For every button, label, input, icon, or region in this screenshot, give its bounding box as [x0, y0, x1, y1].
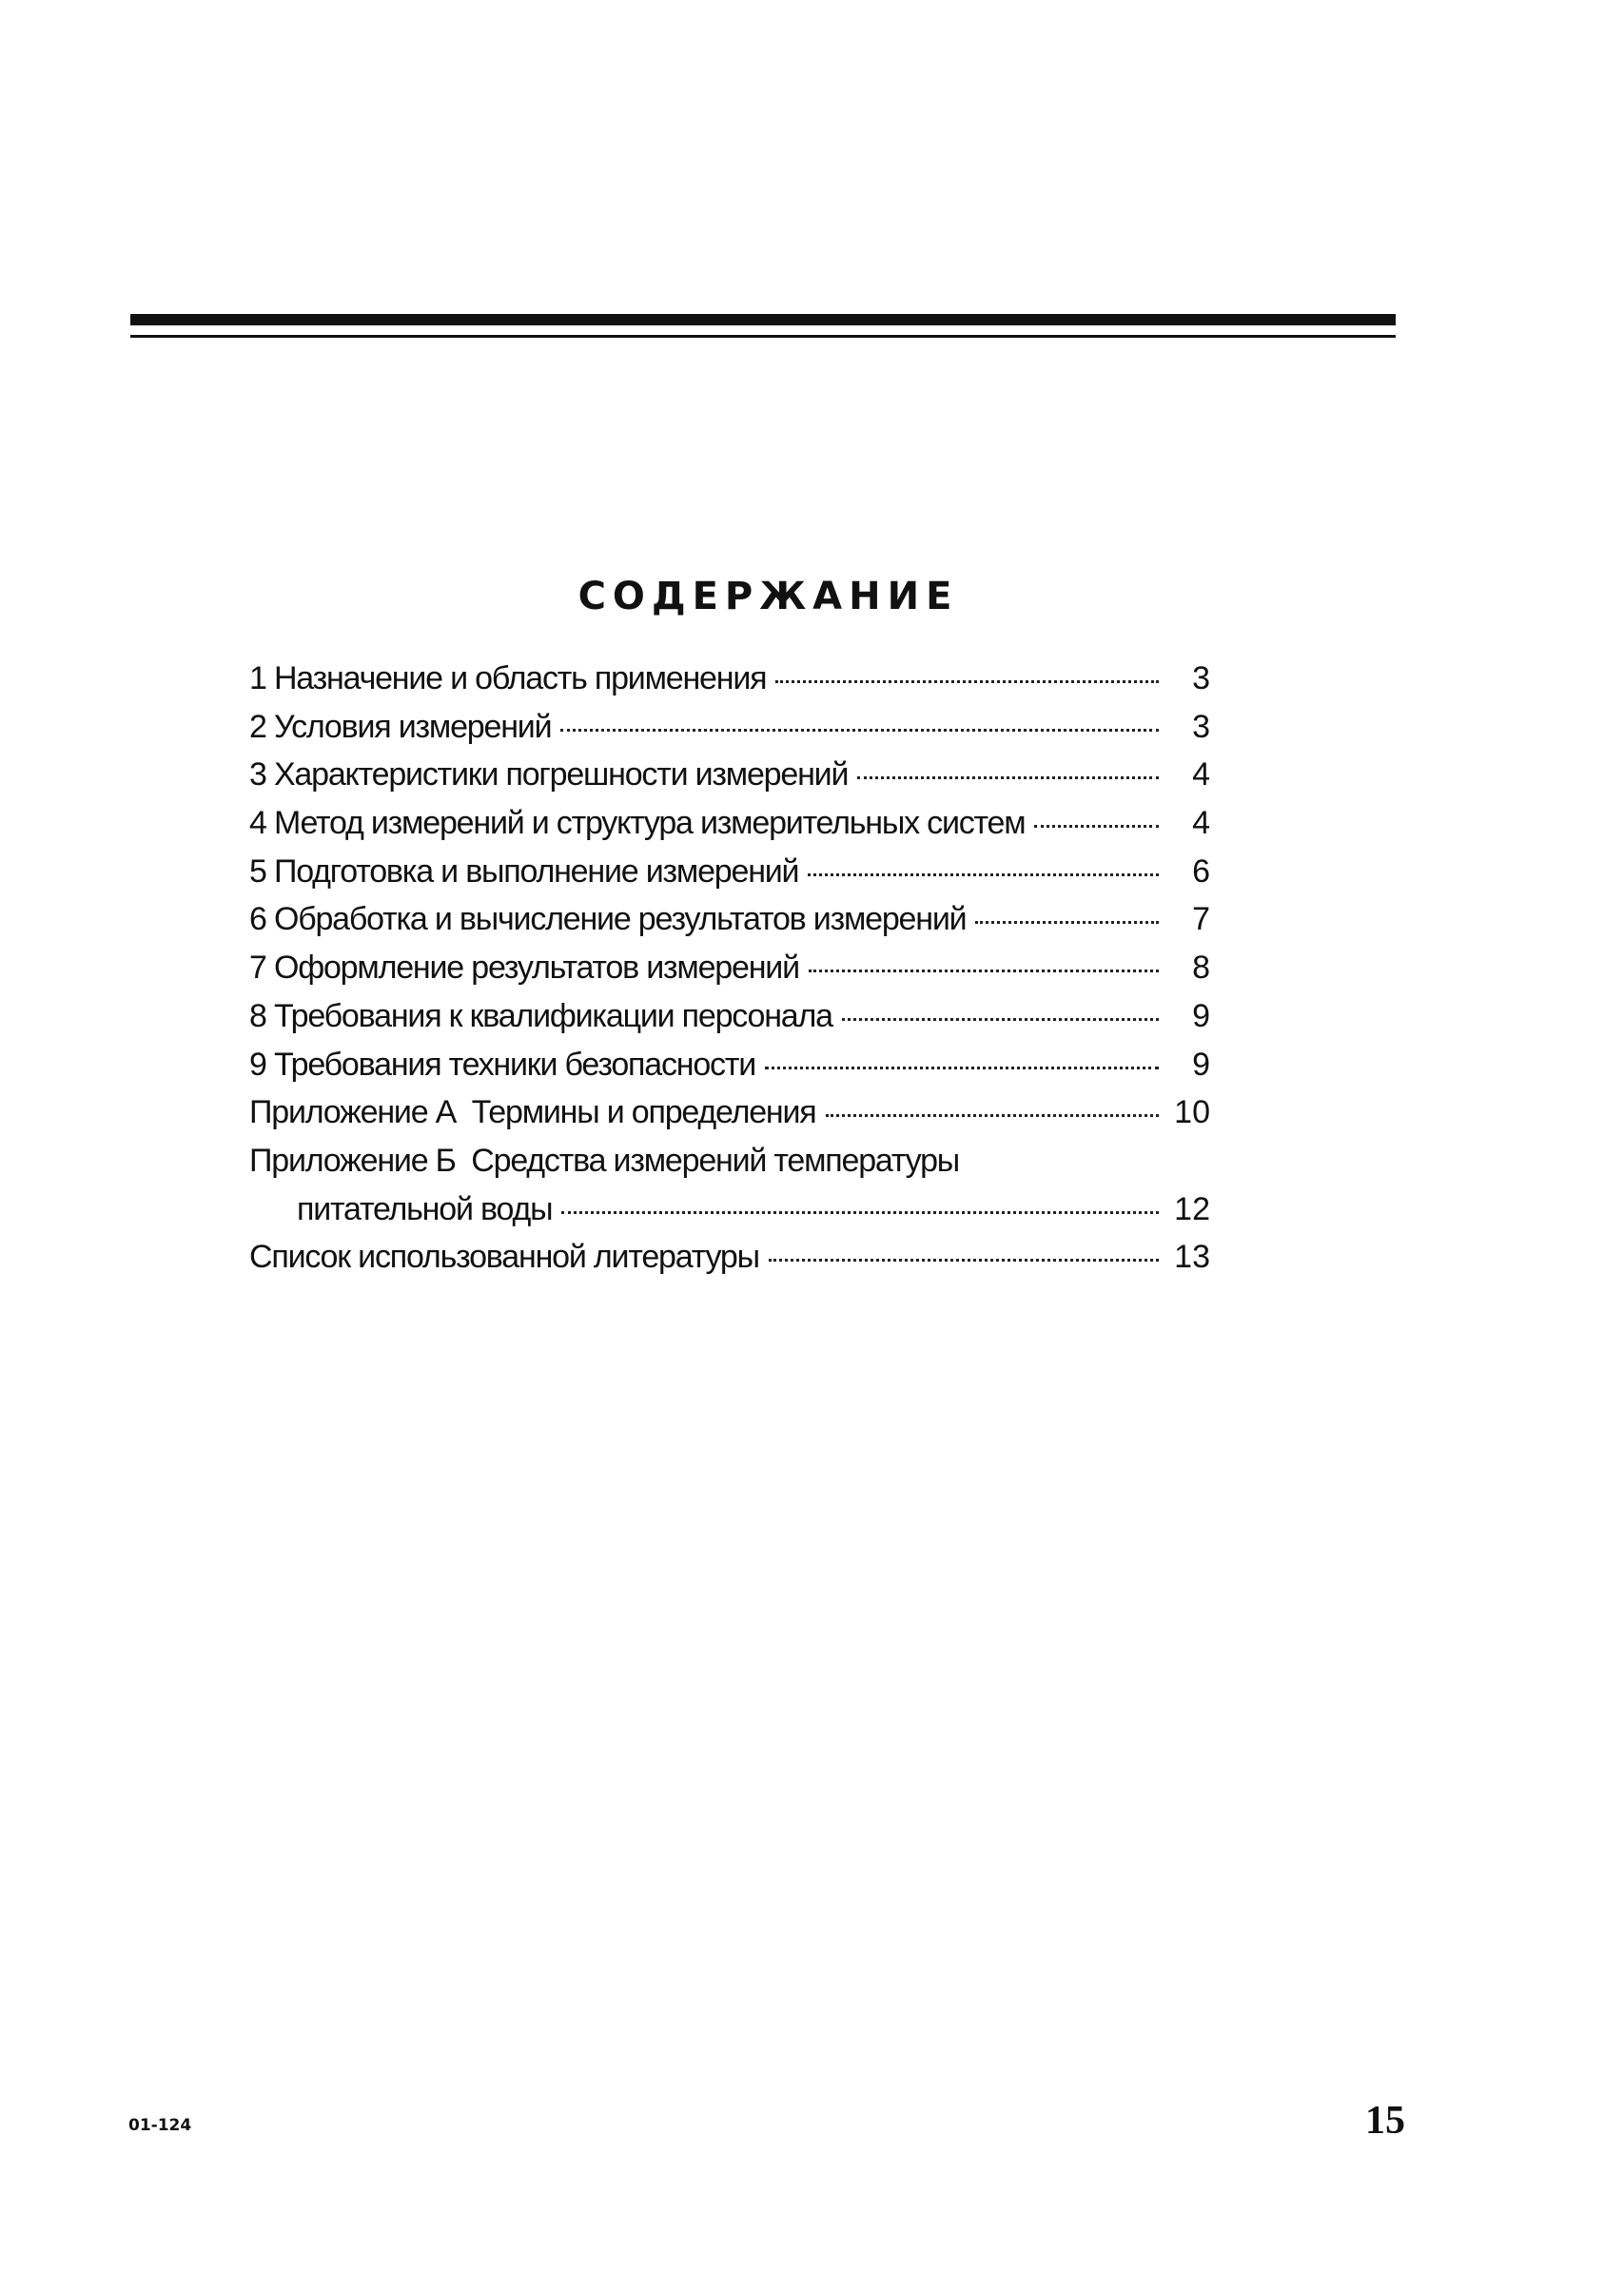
dot-leader	[1034, 825, 1159, 828]
toc-entry-label: 1 Назначение и область применения	[249, 660, 767, 696]
toc-entry-6[interactable]	[249, 895, 1210, 944]
table-of-contents	[249, 655, 1210, 1282]
dot-leader	[842, 1018, 1159, 1021]
dot-leader	[975, 921, 1159, 924]
toc-entry-page: 9	[1192, 1046, 1210, 1083]
toc-entry-label: 9 Требования техники безопасности	[249, 1046, 756, 1083]
dot-leader	[560, 729, 1159, 732]
toc-entry-label: Приложение А Термины и определения	[249, 1094, 816, 1131]
toc-entry-label-continued: питательной воды	[297, 1190, 553, 1227]
toc-entry-page: 8	[1192, 950, 1210, 987]
toc-entry-page: 7	[1192, 901, 1210, 938]
toc-entry-label: Список использованной литературы	[249, 1239, 759, 1276]
dot-leader	[765, 1067, 1159, 1069]
toc-entry-page: 9	[1192, 997, 1210, 1034]
toc-entry-label: 7 Оформление результатов измерений	[249, 950, 799, 987]
toc-entry-page: 6	[1192, 852, 1210, 890]
toc-entry-label: 5 Подготовка и выполнение измерений	[249, 852, 799, 890]
toc-entry-page: 4	[1192, 756, 1210, 793]
toc-heading: СОДЕРЖАНИЕ	[577, 575, 959, 618]
toc-entry-label: 3 Характеристики погрешности измерений	[249, 756, 849, 793]
toc-entry-page: 3	[1192, 660, 1210, 696]
toc-entry-4[interactable]	[249, 799, 1210, 848]
dot-leader	[808, 873, 1159, 876]
toc-entry-label: 4 Метод измерений и структура измерительных систем	[249, 805, 1026, 842]
header-rule-thin	[130, 335, 1396, 338]
toc-entry-label: 8 Требования к квалификации персонала	[249, 997, 832, 1034]
toc-entry-appendix-b-line1[interactable]	[249, 1137, 1210, 1185]
toc-entry-9[interactable]	[249, 1041, 1210, 1089]
toc-entry-label: 6 Обработка и вычисление результатов измерений	[249, 901, 967, 938]
toc-entry-references[interactable]	[249, 1233, 1210, 1282]
toc-entry-8[interactable]	[249, 992, 1210, 1041]
toc-entry-appendix-b-line2[interactable]	[249, 1185, 1210, 1234]
toc-entry-7[interactable]	[249, 944, 1210, 992]
toc-entry-2[interactable]	[249, 703, 1210, 752]
toc-entry-page: 10	[1174, 1094, 1210, 1131]
toc-entry-page: 4	[1192, 805, 1210, 842]
dot-leader	[857, 776, 1159, 779]
dot-leader	[769, 1259, 1159, 1262]
toc-entry-page: 13	[1174, 1239, 1210, 1276]
toc-entry-appendix-a[interactable]	[249, 1088, 1210, 1137]
toc-entry-page: 12	[1174, 1190, 1210, 1227]
header-rule-thick	[130, 314, 1396, 325]
page-number: 15	[1365, 2099, 1405, 2143]
toc-entry-label: Приложение Б Средства измерений температуры	[249, 1142, 960, 1179]
dot-leader	[561, 1211, 1159, 1214]
toc-entry-label: 2 Условия измерений	[249, 708, 552, 745]
dot-leader	[826, 1114, 1159, 1117]
toc-entry-5[interactable]	[249, 848, 1210, 896]
toc-entry-page: 3	[1192, 708, 1210, 745]
dot-leader	[775, 680, 1159, 683]
dot-leader	[809, 970, 1159, 972]
document-code: 01-124	[128, 2116, 192, 2135]
toc-entry-3[interactable]	[249, 751, 1210, 799]
toc-entry-1[interactable]	[249, 655, 1210, 703]
